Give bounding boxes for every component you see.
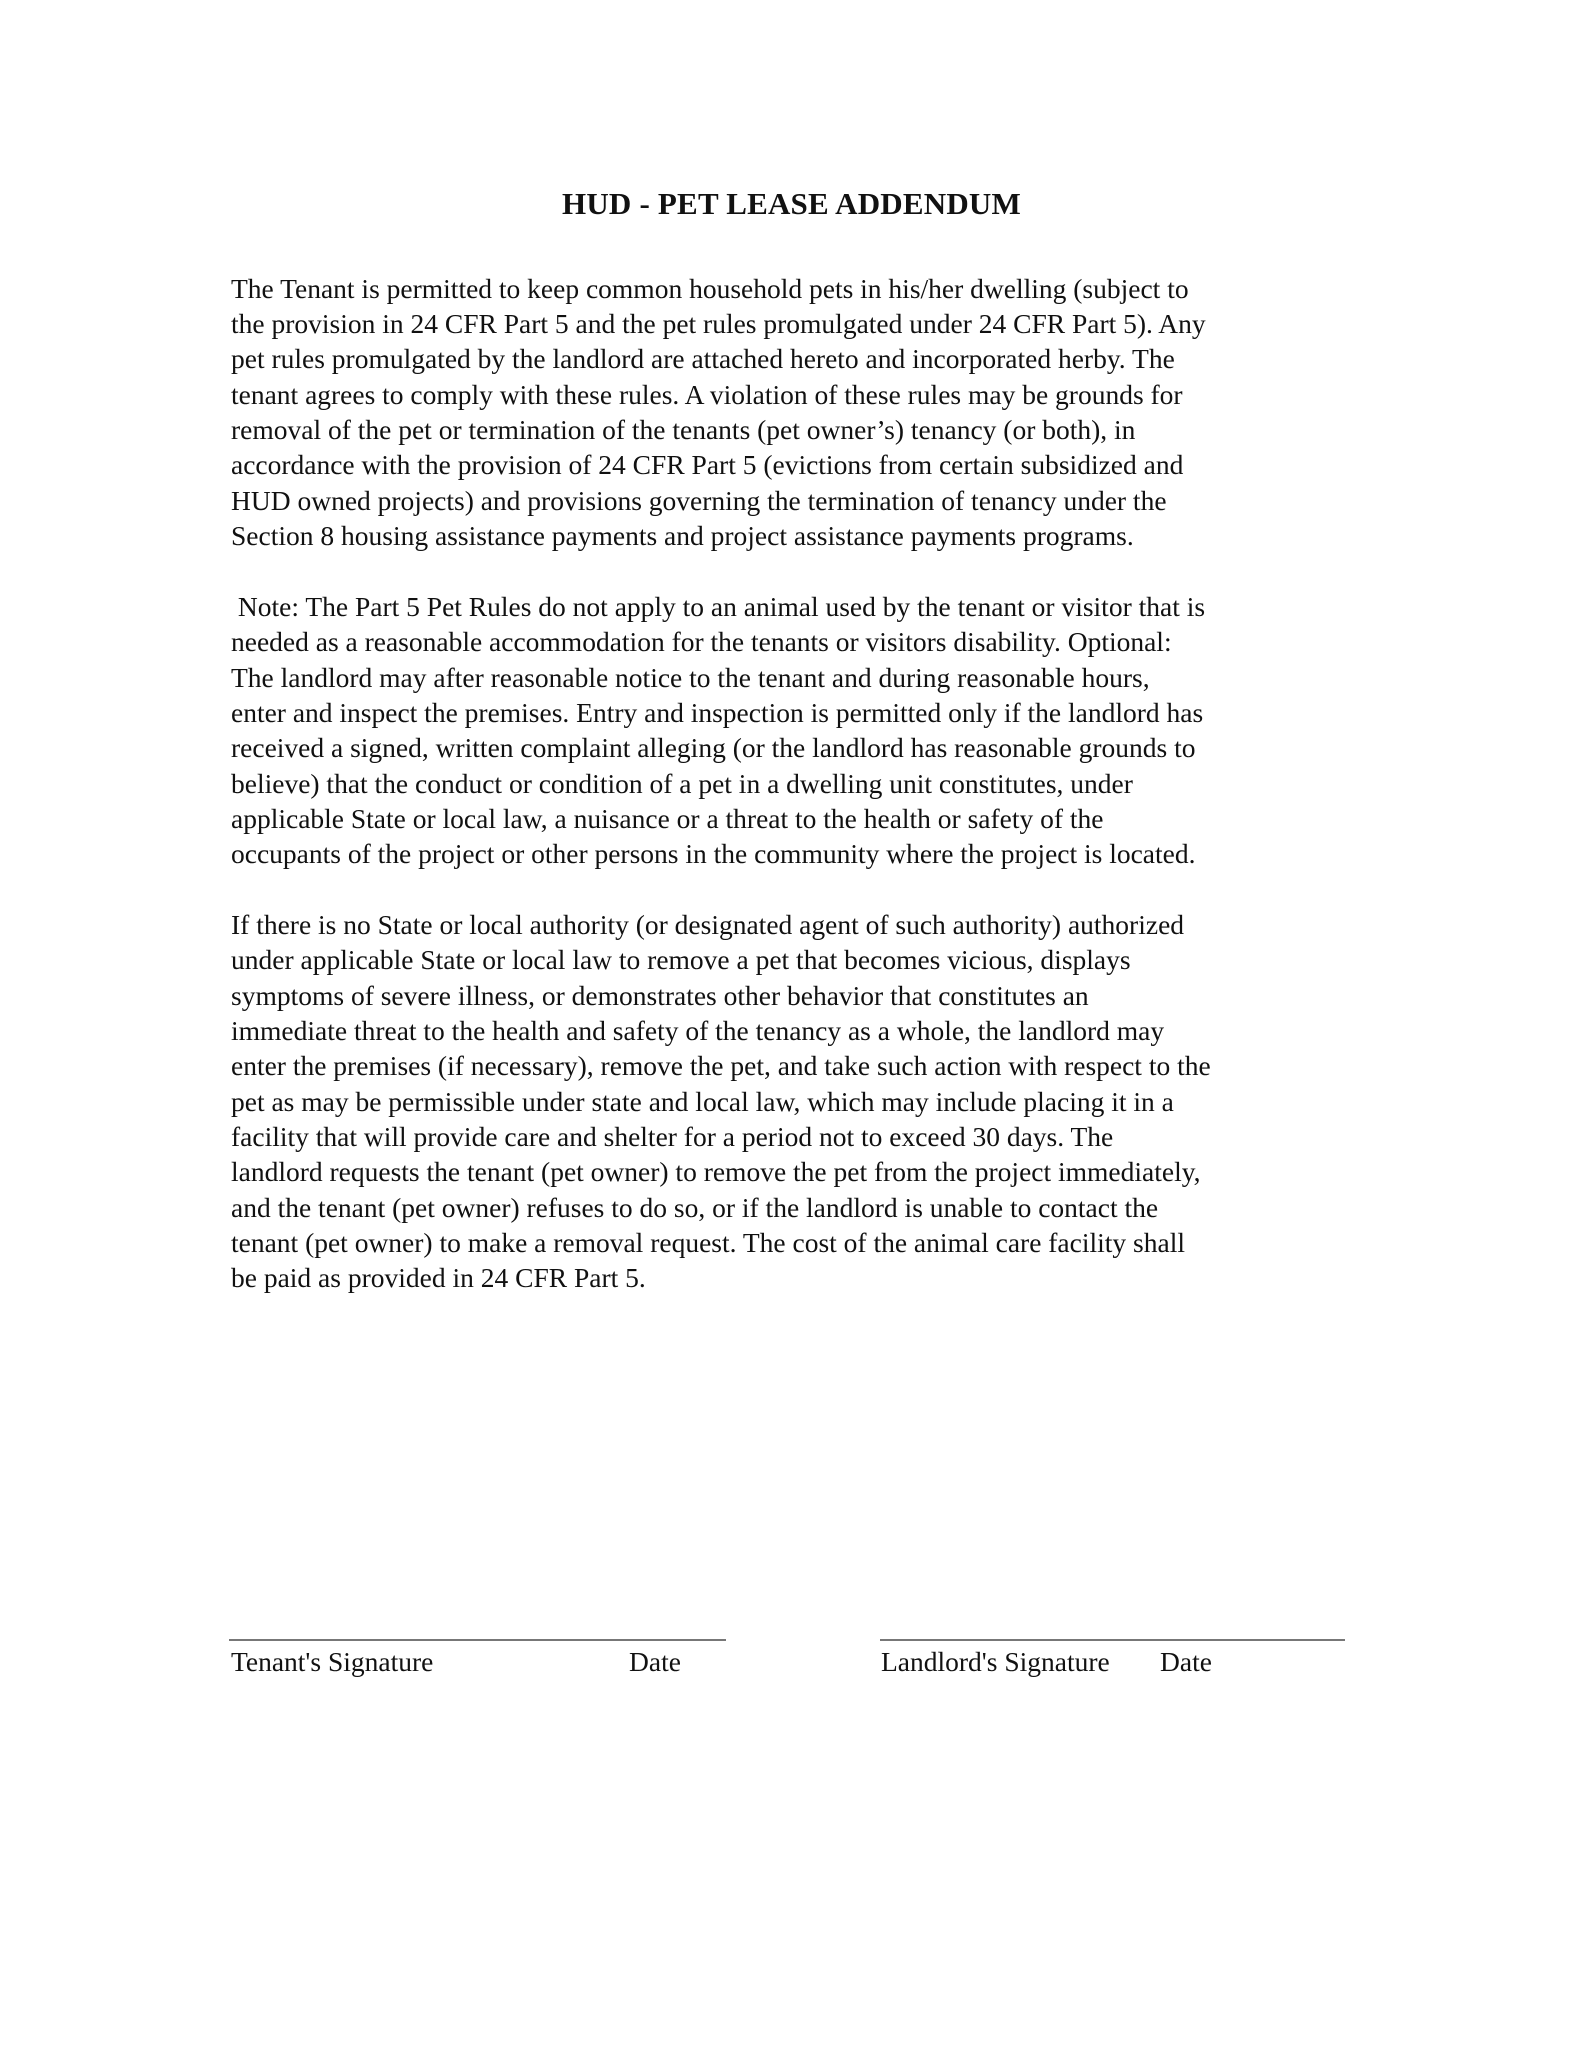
- paragraph-line: immediate threat to the health and safety of the tenancy as a whole, the landlord may: [231, 1015, 1165, 1046]
- landlord-signature-line[interactable]: [880, 1639, 1345, 1641]
- paragraph-line: Note: The Part 5 Pet Rules do not apply to an animal used by the tenant or visitor that is: [231, 591, 1206, 622]
- paragraph-line: accordance with the provision of 24 CFR Part 5 (evictions from certain subsidized and: [231, 449, 1184, 480]
- paragraph-line: landlord requests the tenant (pet owner) to remove the pet from the project immediately,: [231, 1156, 1201, 1187]
- paragraph-line: needed as a reasonable accommodation for the tenants or visitors disability. Optional:: [231, 626, 1172, 657]
- paragraph-line: received a signed, written complaint alleging (or the landlord has reasonable grounds to: [231, 732, 1196, 763]
- paragraph-line: tenant (pet owner) to make a removal request. The cost of the animal care facility shall: [231, 1227, 1185, 1258]
- landlord-date-label: Date: [1160, 1646, 1212, 1677]
- paragraph-line: be paid as provided in 24 CFR Part 5.: [231, 1262, 646, 1293]
- paragraph-line: the provision in 24 CFR Part 5 and the pet rules promulgated under 24 CFR Part 5). Any: [231, 308, 1206, 339]
- paragraph-line: symptoms of severe illness, or demonstrates other behavior that constitutes an: [231, 980, 1089, 1011]
- paragraph-line: The Tenant is permitted to keep common household pets in his/her dwelling (subject to: [231, 273, 1189, 304]
- paragraph-line: applicable State or local law, a nuisance or a threat to the health or safety of the: [231, 803, 1104, 834]
- paragraph-line: Section 8 housing assistance payments and project assistance payments programs.: [231, 520, 1134, 551]
- paragraph-line: and the tenant (pet owner) refuses to do so, or if the landlord is unable to contact the: [231, 1192, 1159, 1223]
- tenant-date-label: Date: [629, 1646, 681, 1677]
- paragraph-line: If there is no State or local authority (or designated agent of such authority) authorized: [231, 909, 1185, 940]
- paragraph-line: The landlord may after reasonable notice to the tenant and during reasonable hours,: [231, 662, 1150, 693]
- paragraph-line: tenant agrees to comply with these rules. A violation of these rules may be grounds for: [231, 379, 1183, 410]
- paragraph-line: occupants of the project or other persons in the community where the project is located.: [231, 838, 1196, 869]
- paragraph-line: enter and inspect the premises. Entry and inspection is permitted only if the landlord has: [231, 697, 1204, 728]
- paragraph-line: facility that will provide care and shelter for a period not to exceed 30 days. The: [231, 1121, 1114, 1152]
- paragraph-line: pet rules promulgated by the landlord are attached hereto and incorporated herby. The: [231, 343, 1175, 374]
- paragraph-line: believe) that the conduct or condition of a pet in a dwelling unit constitutes, under: [231, 768, 1133, 799]
- paragraph-line: removal of the pet or termination of the tenants (pet owner’s) tenancy (or both), in: [231, 414, 1136, 445]
- paragraph-line: under applicable State or local law to remove a pet that becomes vicious, displays: [231, 944, 1131, 975]
- paragraph-line: enter the premises (if necessary), remove the pet, and take such action with respect to the: [231, 1050, 1211, 1081]
- tenant-signature-label: Tenant's Signature: [231, 1646, 434, 1677]
- paragraph-line: pet as may be permissible under state and local law, which may include placing it in a: [231, 1086, 1174, 1117]
- tenant-signature-line[interactable]: [229, 1639, 726, 1641]
- document-title: HUD - PET LEASE ADDENDUM: [562, 186, 1021, 221]
- paragraph-line: HUD owned projects) and provisions governing the termination of tenancy under the: [231, 485, 1167, 516]
- landlord-signature-label: Landlord's Signature: [881, 1646, 1110, 1677]
